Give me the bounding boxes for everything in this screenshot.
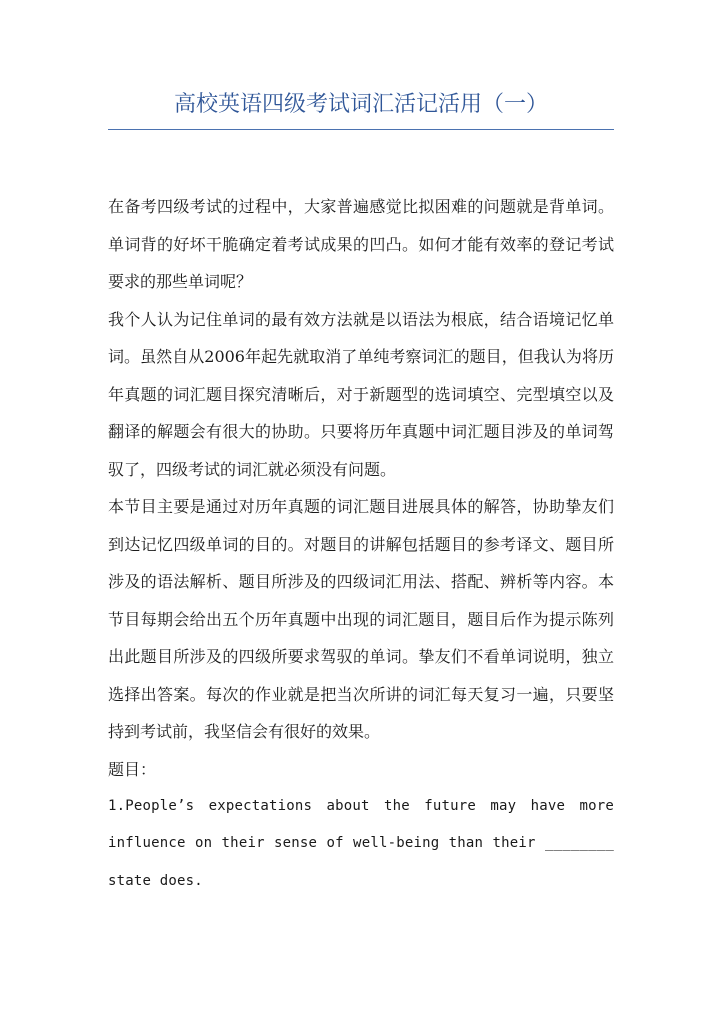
paragraph-intro: 在备考四级考试的过程中，大家普遍感觉比拟困难的问题就是背单词。单词背的好坏干脆确定着考试成果的凹凸。如何才能有效率的登记考试要求的那些单词呢？ xyxy=(108,197,614,291)
document-title: 高校英语四级考试词汇活记活用（一） xyxy=(173,92,548,117)
title-underline xyxy=(108,129,614,130)
document-body xyxy=(108,188,614,900)
questions-heading: 题目： xyxy=(108,759,157,779)
paragraph-method: 我个人认为记住单词的最有效方法就是以语法为根底，结合语境记忆单词。虽然自从2006年起先就取消了单纯考察词汇的题目，但我认为将历年真题的词汇题目探究清晰后，对于新题型的选词填空、完型填空以及翻译的解题会有很大的协助。只要将历年真题中词汇题目涉及的单词驾驭了，四级考试的词汇就必须没有问题。 xyxy=(108,309,614,479)
paragraph-program: 本节目主要是通过对历年真题的词汇题目进展具体的解答，协助挚友们到达记忆四级单词的目的。对题目的讲解包括题目的参考译文、题目所涉及的语法解析、题目所涉及的四级词汇用法、搭配、辨析等内容。本节目每期会给出五个历年真题中出现的词汇题目，题目后作为提示陈列出此题目所涉及的四级所要求驾驭的单词。挚友们不看单词说明，独立选择出答案。每次的作业就是把当次所讲的词汇每天复习一遍，只要坚持到考试前，我坚信会有很好的效果。 xyxy=(108,497,614,741)
question-1: 1.People’s expectations about the future may have more influence on their sense of well-being than their ________ state does. xyxy=(108,797,614,889)
